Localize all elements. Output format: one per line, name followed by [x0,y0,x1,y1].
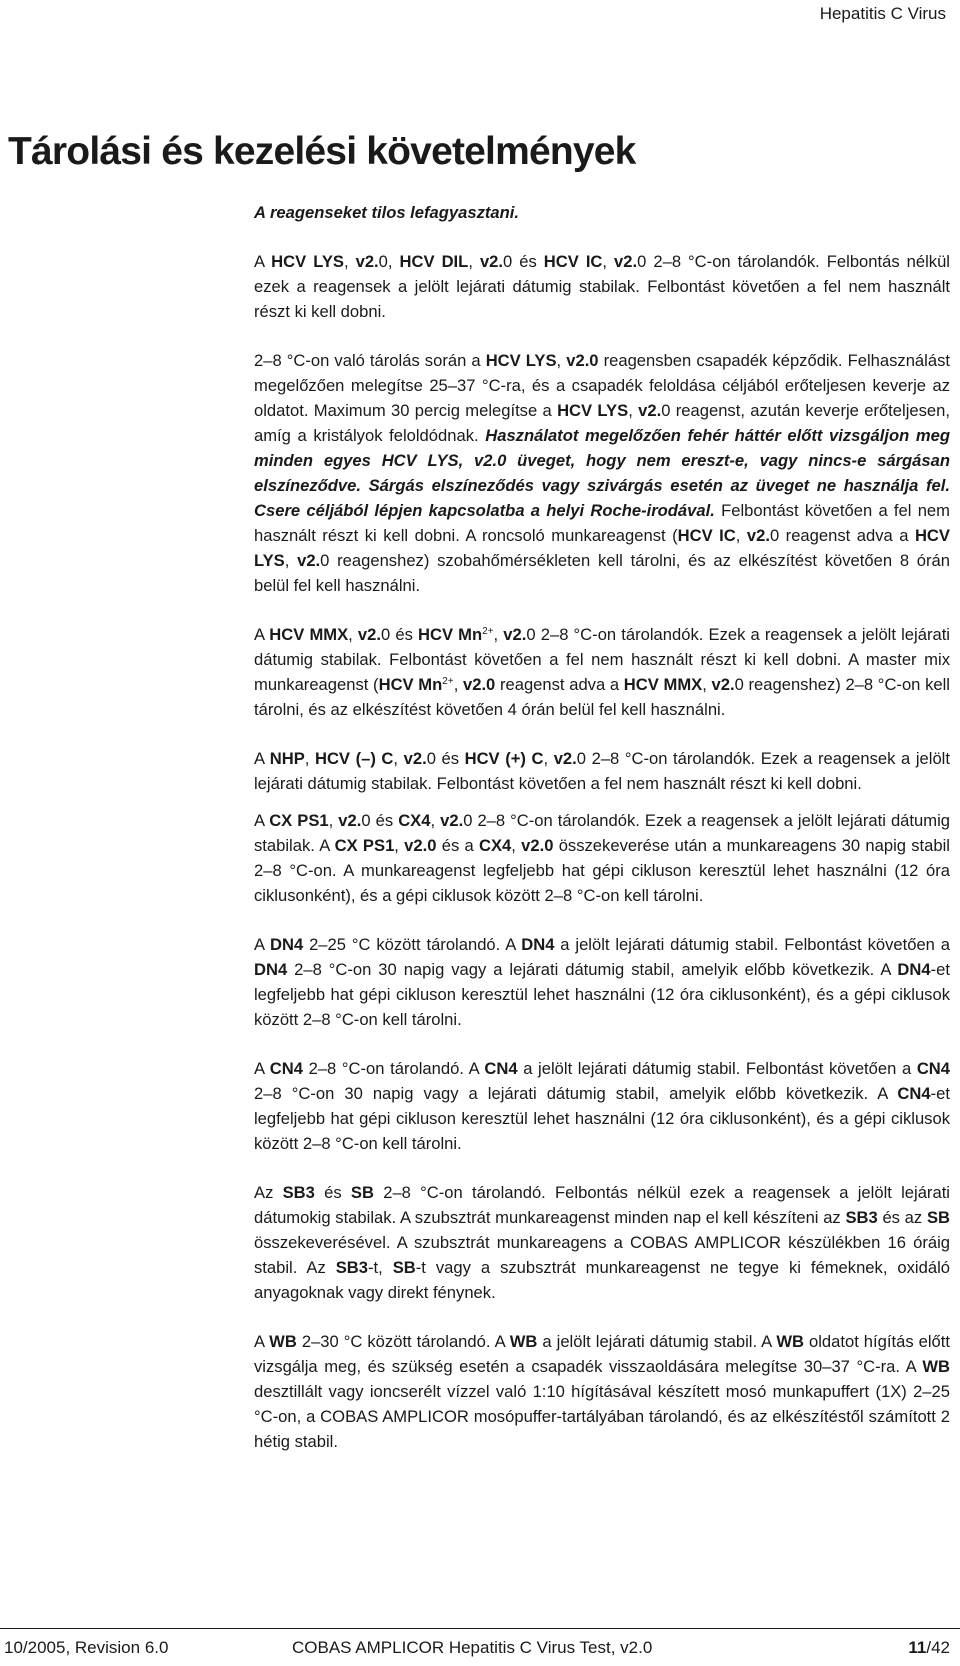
text: A [254,252,272,271]
reagent-name: SB [926,1208,950,1227]
text: -t, [368,1258,393,1277]
reagent-name: DN4 [270,935,304,954]
paragraph-controls [254,746,950,796]
reagent-name: CX4 [398,811,431,830]
reagent-version: v2.0 [521,836,554,855]
reagent-name: CX PS1 [334,836,395,855]
reagent-name: WB [269,1332,297,1351]
reagent-name: SB3 [335,1258,368,1277]
text: -et legfeljebb hat gépi cikluson keresztül lehet használni (12 óra ciklusonként), és a gépi ciklusok között 2–8 °C-on kell tárolni. [254,1084,950,1153]
text: oldatot hígítás előtt vizsgálja meg, és szükség esetén a csapadék visszaoldására melegítse 30–37 °C-ra. A [254,1332,950,1376]
paragraph-cn4 [254,1056,950,1156]
text: , [556,351,567,370]
footer-page-number [908,1638,950,1658]
text: és a [436,836,479,855]
text: 0 2–8 °C-on tárolandók. Felbontás nélkül ezek a reagensek a jelölt lejárati dátumig stabilak. Felbontást követően a fel nem használt részt ki kell dobni. [254,252,950,321]
text: 0 és [381,625,419,644]
freeze-warning: A reagenseket tilos lefagyasztani. [254,203,519,222]
text: , [453,675,463,694]
text: és az [877,1208,927,1227]
text: , [511,836,522,855]
text: 2–25 °C között tárolandó. A [303,935,522,954]
paragraph-cx-ps1-cx4 [254,808,950,908]
page-title: Tárolási és kezelési követelmények [8,130,636,173]
text: 0 és [361,811,399,830]
text: a jelölt lejárati dátumig stabil. Felbontást követően a [554,935,950,954]
reagent-name: HCV LYS [557,401,629,420]
text: -t vagy a szubsztrát munkareagenst ne tegye ki fémeknek, oxidáló anyagoknak vagy direkt fénynek. [254,1258,950,1302]
reagent-name: HCV (+) C [464,749,544,768]
reagent-name: HCV MMX [623,675,703,694]
text: 2–30 °C között tárolandó. A [296,1332,510,1351]
text: 2–8 °C-on való tárolás során a [254,351,486,370]
reagent-name: WB [509,1332,538,1351]
footer-revision: 10/2005, Revision 6.0 [4,1638,169,1657]
inspection-warning: Használatot megelőzően fehér háttér előtt vizsgáljon meg minden egyes HCV LYS, v2.0 üveget, hogy nem ereszt-e, vagy nincs-e sárgásan elszíneződve. Sárgás elszíneződés vagy szivárgás esetén az üveget ne használja fel. Csere céljából lépjen kapcsolatba a helyi Roche-irodával. [254,426,950,520]
reagent-name: CN4 [897,1084,931,1103]
text: desztillált vagy ioncserélt vízzel való 1:10 hígításával készített mosó munkapuffert (1X) 2–25 °C-on, a COBAS AMPLICOR mosópuffer-tartályában tárolandó, és az elkészítéstől számított 2 hétig stabil. [254,1382,950,1451]
reagent-version: v2. [503,625,527,644]
reagent-name: NHP [269,749,305,768]
reagent-version: v2. [614,252,638,271]
reagent-name: DN4 [254,960,288,979]
text: 0 reagenst, azután keverje erőteljesen, amíg a kristályok feloldódnak. [254,401,950,445]
reagent-name: CN4 [269,1059,303,1078]
reagent-name: HCV IC [677,526,736,545]
reagent-name: HCV LYS [254,526,950,570]
reagent-version: v2. [553,749,577,768]
reagent-version: v2. [355,252,379,271]
reagent-name: CX4 [478,836,512,855]
reagent-version: v2. [440,811,464,830]
text: 0, [378,252,400,271]
text: , [304,749,315,768]
reagent-name: SB [350,1183,374,1202]
text: , [493,625,504,644]
text: 2–8 °C-on tárolandó. A [302,1059,485,1078]
text: 0 2–8 °C-on tárolandók. Ezek a reagensek a jelölt lejárati dátumig stabilak. Felbontást követően a fel nem használt részt ki kell dobni. A master mix munkareagenst ( [254,625,950,694]
text: összekeverése után a munkareagens 30 napig stabil 2–8 °C-on. A munkareagenst legfeljebb hat gépi cikluson keresztül lehet használni (12 óra ciklusonként), és a gépi ciklusok között 2–8 °C-on kell tárolni. [254,836,950,905]
text: A [254,749,270,768]
text: , [394,836,405,855]
reagent-name: SB [392,1258,416,1277]
footer-product-title: COBAS AMPLICOR Hepatitis C Virus Test, v2.0 [292,1638,653,1657]
reagent-version: v2. [297,551,321,570]
text: 0 2–8 °C-on tárolandók. Ezek a reagensek a jelölt lejárati dátumig stabilak. Felbontást követően a fel nem használt részt ki kell dobni. [254,749,950,793]
reagent-version: v2. [479,252,504,271]
text: Az [254,1183,283,1202]
text: A [254,811,270,830]
text: 2–8 °C-on 30 napig vagy a lejárati dátumig stabil, amelyik előbb következik. A [287,960,898,979]
text: , [284,551,298,570]
reagent-name: DN4 [521,935,555,954]
reagent-name: HCV Mn [378,675,443,694]
text: 0 reagenshez) 2–8 °C-on kell tárolni, és az elkészítést követően 4 órán belül fel kell használni. [254,675,950,719]
text: , [628,401,639,420]
text: 2–8 °C-on 30 napig vagy a lejárati dátumig stabil, amelyik előbb következik. A [254,1084,898,1103]
paragraph-lys-dil-ic [254,249,950,324]
text: -et legfeljebb hat gépi cikluson keresztül lehet használni (12 óra ciklusonként), és a gépi ciklusok között 2–8 °C-on kell tárolni. [254,960,950,1029]
text: a jelölt lejárati dátumig stabil. A [537,1332,777,1351]
text: 0 2–8 °C-on tárolandók. Ezek a reagensek a jelölt lejárati dátumig stabilak. A [254,811,950,855]
paragraph-wb [254,1329,950,1454]
reagent-name: CN4 [484,1059,518,1078]
paragraph-mmx-mn [254,622,950,722]
text: A [254,625,270,644]
text: , [602,252,615,271]
reagent-name: CN4 [916,1059,951,1078]
superscript: 2+ [482,626,494,637]
reagent-version: v2. [746,526,770,545]
text: , [735,526,747,545]
paragraph-dn4 [254,932,950,1032]
reagent-name: WB [922,1357,950,1376]
text: reagensben csapadék képződik. Felhasználást megelőzően melegítse 25–37 °C-ra, és a csapadék feloldása céljából erőteljesen keverje az oldatot. Maximum 30 percig melegítse a [254,351,950,420]
reagent-name: HCV LYS [271,252,344,271]
text: , [393,749,404,768]
reagent-version: v2. [711,675,735,694]
text: , [702,675,712,694]
text: 0 reagenshez) szobahőmérsékleten kell tárolni, és az elkészítést követően 8 órán belül fel kell használni. [254,551,950,595]
reagent-name: SB3 [282,1183,315,1202]
reagent-name: HCV IC [543,252,603,271]
reagent-name: CX PS1 [269,811,329,830]
reagent-name: HCV MMX [269,625,349,644]
reagent-version: v2. [357,625,381,644]
text: 0 és [426,749,465,768]
paragraph-sb3-sb [254,1180,950,1305]
reagent-version: v2.0 [404,836,437,855]
reagent-name: DN4 [897,960,931,979]
paragraph-freeze-warning [254,200,950,225]
text: , [430,811,441,830]
text: Felbontást követően a fel nem használt részt ki kell dobni. A roncsoló munkareagenst ( [254,501,950,545]
reagent-name: SB3 [845,1208,878,1227]
superscript: 2+ [442,676,454,687]
reagent-name: HCV DIL [399,252,469,271]
text: A [254,1059,270,1078]
text: , [348,625,358,644]
text: A [254,935,271,954]
text: a jelölt lejárati dátumig stabil. Felbontást követően a [517,1059,917,1078]
page-current: 11 [908,1638,927,1657]
reagent-version: v2. [638,401,662,420]
reagent-name: HCV Mn [418,625,483,644]
reagent-name: HCV LYS [485,351,557,370]
text: 0 reagenst adva a [769,526,915,545]
text: reagenst adva a [495,675,624,694]
text: A [254,1332,270,1351]
text: , [343,252,356,271]
footer-divider [0,1628,960,1629]
reagent-version: v2.0 [462,675,496,694]
reagent-version: v2.0 [566,351,599,370]
text: , [543,749,554,768]
document-body [254,200,950,1478]
text: összekeverésével. A szubsztrát munkareagens a COBAS AMPLICOR készülékben 16 óráig stabil. Az [254,1233,950,1277]
text: 2–8 °C-on tárolandó. Felbontás nélkül ezek a reagensek a jelölt lejárati dátumokig stabilak. A szubsztrát munkareagenst minden nap el kell készíteni az [254,1183,950,1227]
reagent-version: v2. [403,749,427,768]
running-header: Hepatitis C Virus [819,4,946,23]
text: , [468,252,480,271]
reagent-version: v2. [338,811,362,830]
page-total: /42 [926,1638,950,1657]
text: és [314,1183,351,1202]
reagent-name: WB [776,1332,804,1351]
reagent-name: HCV (–) C [314,749,394,768]
paragraph-lys-precipitate [254,348,950,598]
text: 0 és [503,252,544,271]
text: , [328,811,339,830]
